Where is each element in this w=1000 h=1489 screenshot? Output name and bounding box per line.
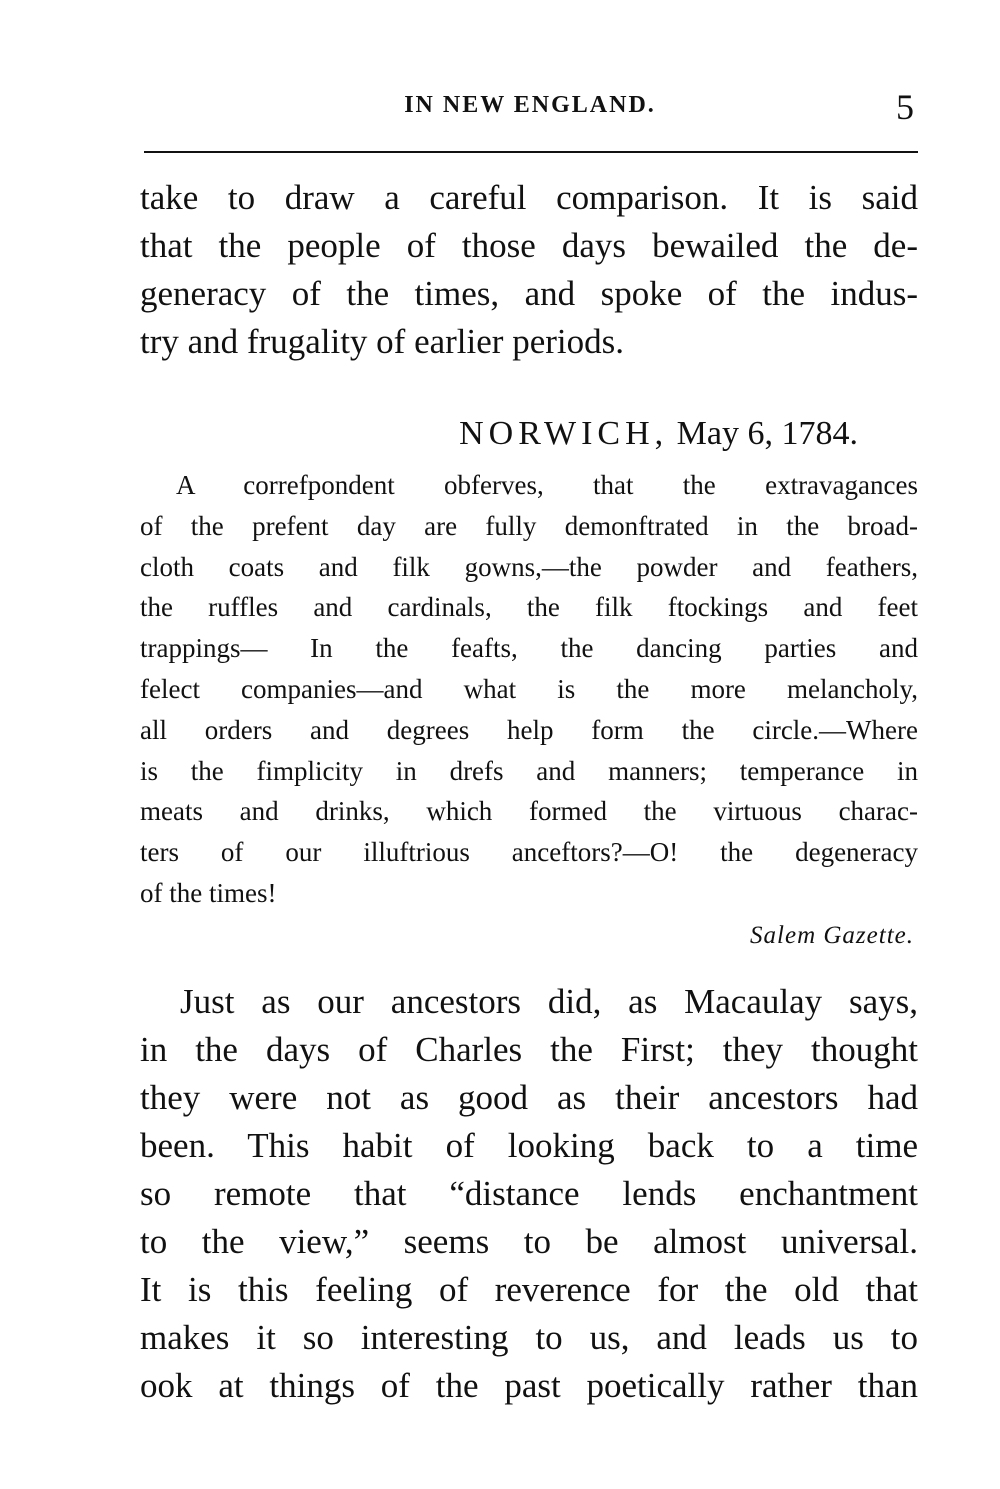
text-line: ook at things of the past poetically rather than bbox=[140, 1366, 918, 1405]
text-line: so remote that “distance lends enchantment bbox=[140, 1174, 918, 1213]
text-line: Just as our ancestors did, as Macaulay says, bbox=[180, 982, 918, 1021]
dateline-date: May 6, 1784. bbox=[676, 415, 858, 452]
running-head bbox=[140, 88, 920, 128]
text-line: they were not as good as their ancestors had bbox=[140, 1078, 918, 1117]
quote-line: felect companies—and what is the more melancholy, bbox=[140, 673, 918, 704]
quote-line: the ruffles and cardinals, the filk ftockings and feet bbox=[140, 592, 918, 623]
quoted-extract bbox=[140, 465, 918, 914]
paragraph-1 bbox=[140, 174, 918, 366]
quote-line: meats and drinks, which formed the virtuous charac- bbox=[140, 796, 918, 827]
text-line: generacy of the times, and spoke of the indus- bbox=[140, 274, 918, 313]
header-rule bbox=[144, 151, 918, 153]
quote-line: ters of our illuftrious anceftors?—O! the degeneracy bbox=[140, 837, 918, 868]
paragraph-2 bbox=[140, 978, 918, 1410]
quote-line: of the times! bbox=[140, 877, 277, 908]
running-title: IN NEW ENGLAND. bbox=[404, 92, 656, 118]
quote-line: all orders and degrees help form the circle.—Where bbox=[140, 714, 918, 745]
quote-line: cloth coats and filk gowns,—the powder and feathers, bbox=[140, 551, 918, 582]
text-line: that the people of those days bewailed the de- bbox=[140, 226, 918, 265]
page-number: 5 bbox=[896, 87, 914, 127]
dateline-place: NORWICH, bbox=[459, 415, 669, 452]
quote-dateline bbox=[140, 410, 858, 458]
quote-source: Salem Gazette. bbox=[750, 922, 914, 949]
quote-line: A correfpondent obferves, that the extravagances bbox=[176, 470, 918, 500]
text-line: try and frugality of earlier periods. bbox=[140, 322, 624, 361]
text-line: in the days of Charles the First; they thought bbox=[140, 1030, 918, 1069]
text-line: to the view,” seems to be almost universal. bbox=[140, 1222, 918, 1261]
text-line: take to draw a careful comparison. It is said bbox=[140, 178, 918, 217]
text-line: makes it so interesting to us, and leads us to bbox=[140, 1318, 918, 1357]
text-line: been. This habit of looking back to a time bbox=[140, 1126, 918, 1165]
quote-line: is the fimplicity in drefs and manners; temperance in bbox=[140, 755, 918, 786]
quote-line: trappings— In the feafts, the dancing parties and bbox=[140, 633, 918, 664]
text-line: It is this feeling of reverence for the old that bbox=[140, 1270, 918, 1309]
quote-line: of the prefent day are fully demonftrated in the broad- bbox=[140, 510, 918, 541]
